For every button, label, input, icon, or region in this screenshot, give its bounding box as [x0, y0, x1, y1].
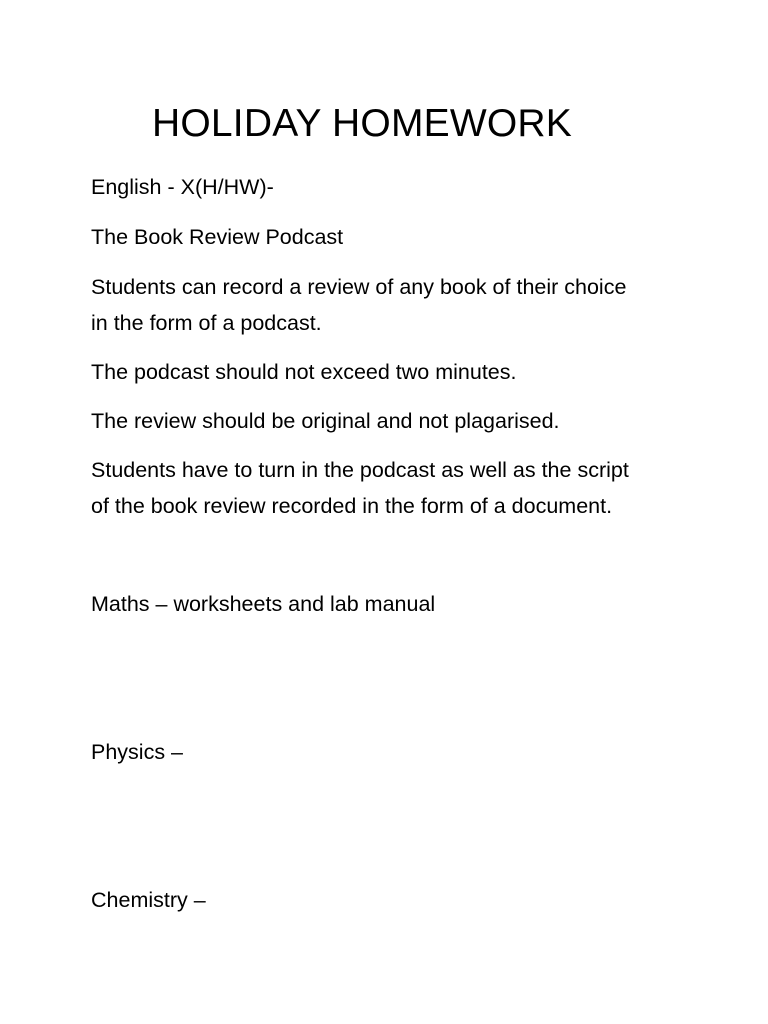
paragraph-duration [91, 354, 691, 390]
assignment-title: The Book Review Podcast [91, 225, 344, 249]
english-subject-line: English - X(H/HW)- [91, 175, 274, 199]
paragraph-line: Students can record a review of any book of their choice [91, 275, 627, 299]
page-title: HOLIDAY HOMEWORK [152, 102, 572, 145]
paragraph-line: The podcast should not exceed two minutes. [91, 360, 517, 384]
paragraph-line: of the book review recorded in the form of a document. [91, 494, 613, 518]
maths-subject-line: Maths – worksheets and lab manual [91, 592, 436, 616]
paragraph-line: in the form of a podcast. [91, 311, 322, 335]
paragraph-originality [91, 403, 691, 439]
paragraph-line: The review should be original and not plagarised. [91, 409, 560, 433]
chemistry-subject-line: Chemistry – [91, 888, 206, 912]
physics-subject-line: Physics – [91, 740, 184, 764]
paragraph-submission [91, 452, 691, 524]
paragraph-line: Students have to turn in the podcast as well as the script [91, 458, 629, 482]
paragraph-record-review [91, 269, 691, 341]
